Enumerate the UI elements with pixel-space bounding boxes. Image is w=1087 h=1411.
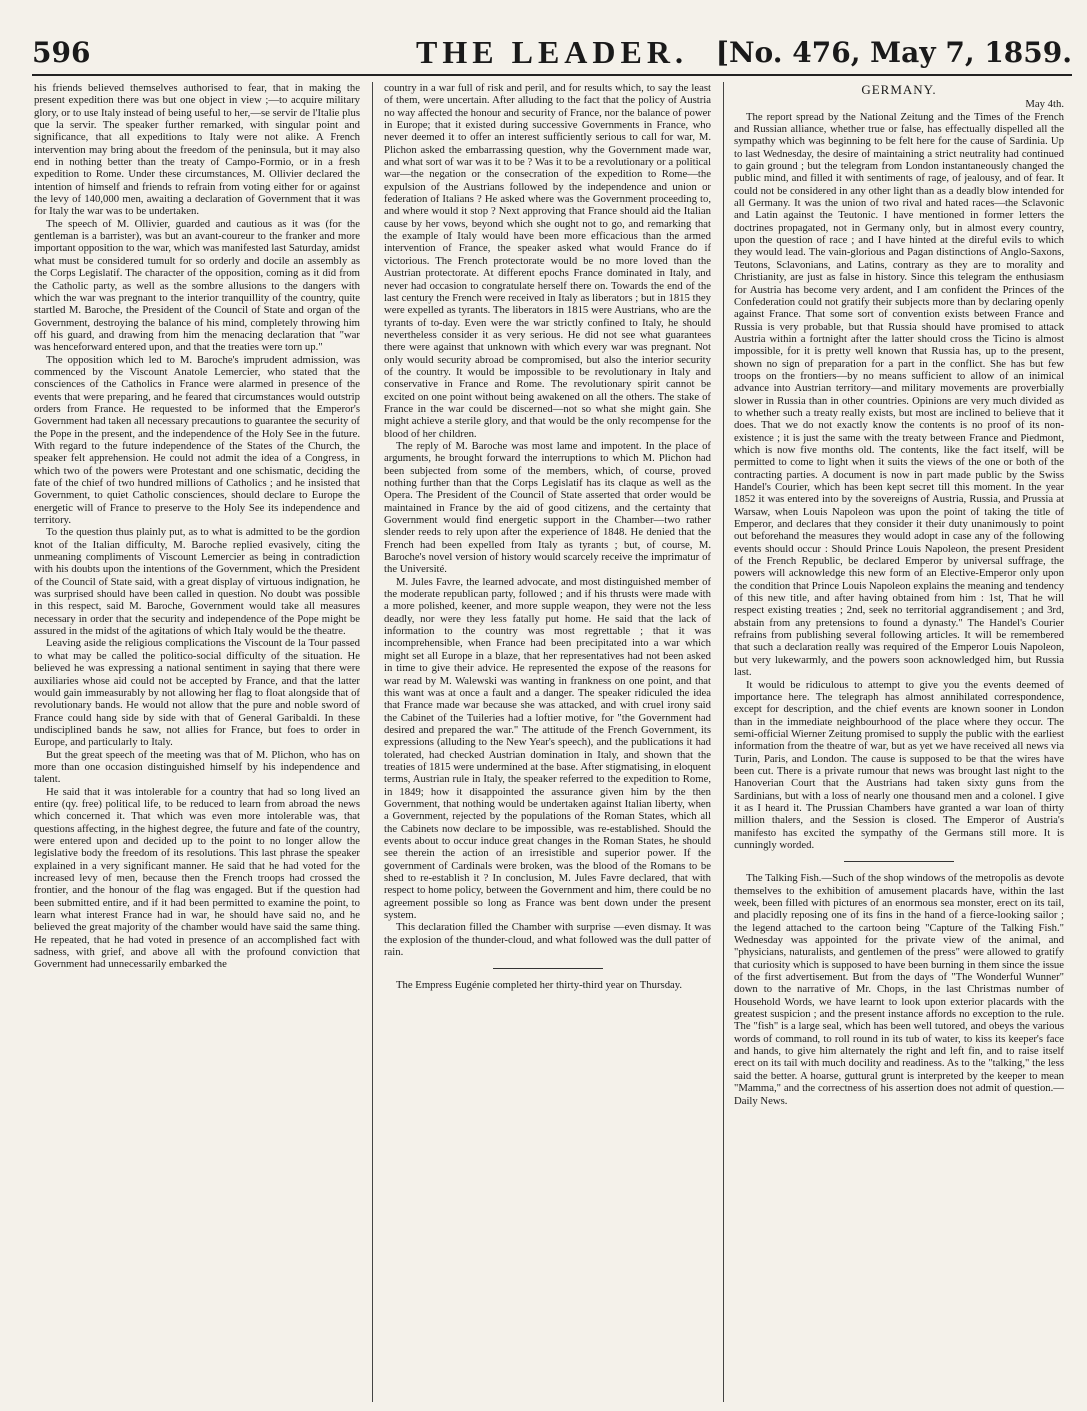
column-divider	[723, 82, 724, 1402]
column-3	[734, 82, 1064, 1402]
column-2	[384, 82, 711, 1402]
section-separator	[844, 861, 954, 862]
section-heading-germany: GERMANY.	[861, 82, 937, 97]
publication-title: THE LEADER.	[416, 34, 688, 70]
paragraph: But the great speech of the meeting was that of M. Plichon, who has on more than one occasion distinguished himself by his independence and talent.	[34, 748, 360, 786]
paragraph: He said that it was intolerable for a country that had so long lived an entire (qy. free) political life, to be reduced to learn from abroad the news which concerned it. That which was even more intolerable was, that questions affecting, in the highest degree, the future and fate of the country, were entered upon and decided up to the point to no longer allow the legislative body the freedom of its resolutions. This last phrase the speaker explained in a very significant manner. He said that he had voted for the increased levy of men, because then the French troops had crossed the frontier, and the honour of the flag was engaged. But if the question had been submitted entire, and if it had been permitted to examine the point, to learn what interest France had in war, he should have said no, and he believed the great majority of the chamber would have said the same thing. He repeated, that he had voted in presence of an accomplished fact with sadness, with grief, and above all with the profound conviction that Government had unnecessarily embarked the	[34, 785, 360, 971]
issue-date: [No. 476, May 7, 1859.	[715, 36, 1072, 69]
paragraph: This declaration filled the Chamber with surprise —even dismay. It was the explosion of the thunder-cloud, and what followed was the dull patter of rain.	[384, 921, 711, 959]
column-1	[34, 82, 360, 1402]
paragraph: The reply of M. Baroche was most lame and impotent. In the place of arguments, he brought forward the interruptions to which M. Plichon had been subjected from some of the members, which, of course, proved nothing further than that the Corps Legislatif has its claque as well as the Opera. The President of the Council of State asserted that order would be maintained in France by the aid of good citizens, and the certainty that Government would find energetic support in the Chamber—two rather slender reeds to rely upon after the experience of 1848. He denied that the French had been expelled from Italy as tyrants ; but, of course, M. Baroche's novel version of history would scarcely receive the imprimatur of the Université.	[384, 439, 711, 576]
column-divider	[372, 82, 373, 1402]
masthead-rule	[32, 74, 1072, 76]
paragraph: country in a war full of risk and peril, and for results which, to say the least of them, were uncertain. After alluding to the fact that the policy of Austria no way affected the honour and security of France, nor the balance of power in Europe; that it existed during successive Governments in France, who never deemed it to offer an interest sufficiently serious to call for war, M. Plichon asked the embarrassing question, why the Government made war, and what sort of war was it to be ? Was it to be a revolutionary or a political war—the negation or the consecration of the expedition to Rome—the expulsion of the Austrians followed by the independence and union or federation of Italians ? He asked where was the Government proceeding to, and where would it stop ? Next approving that France should aid the Italian cause by her vows, beyond which she ought not to go, and remarking that the example of Italy would have been more efficacious than the armed intervention of France, the speaker asked what would France do if victorious. The French protectorate would be no more loved than the Austrian protectorate. At different epochs France dominated in Italy, and never had occasion to congratulate herself there on. Towards the end of the last century the French were received in Italy as liberators ; but in 1815 they were expelled as tyrants. The liberators in 1815 were Austrians, who are the tyrants of to-day. Even were the war strictly confined to Italy, he should nevertheless consider it as very serious. He did not see what guarantees there were against that unknown with which every war was pregnant. Not only would security abroad be compromised, but also the interior security of the country. It would be impossible to be revolutionary in Italy and conservative in France and Rome. The revolutionary spirit cannot be excited on one point without being awakened on all the others. The stake of France in the war could be discerned—not so what she might gain. She might achieve a sterile glory, and that would be the only recompense for the blood of her children.	[384, 82, 711, 440]
paragraph: The speech of M. Ollivier, guarded and cautious as it was (for the gentleman is a barrister), was but an avant-coureur to the franker and more important opposition to the war, which was manifested last Saturday, amidst what must be considered tumult for so orderly and docile an assembly as the Corps Legislatif. The character of the opposition, coming as it did from the Catholic party, as well as the sombre allusions to the dangers with which the war was pregnant to the interior tranquillity of the country, quite startled M. Baroche, the President of the Council of State and organ of the Government, destroying the balance of his mind, completely throwing him off his guard, and drawing from him the menacing declaration that "war was henceforward entered upon, and that the treaties were torn up."	[34, 217, 360, 354]
paragraph: The report spread by the National Zeitung and the Times of the French and Russian alliance, whether true or false, has effectually dispelled all the sympathy which was beginning to be felt here for the cause of Sardinia. Up to last Wednesday, the desire of maintaining a strict neutrality had continued to gain ground ; but the telegram from London instantaneously changed the public mind, and filled it with sentiments of rage, of jealousy, and of fear. It could not be considered in any other light than as a deadly blow intended for all Germany. It was the union of two rival and hated races—the Sclavonic and Latin against the Teutonic. I have mentioned in former letters the doctrines propagated, not in Germany only, but in almost every country, upon the question of race ; and I have hinted at the direful evils to which they would lead. The vain-glorious and Pagan distinctions of Anglo-Saxons, Teutons, Sclavonians, and Latins, contrary as they are to morality and Christianity, are just as false in history. Since this telegram the enthusiasm for Austria has become very ardent, and I am confident the Princes of the Confederation could not gratify their subjects more than by declaring openly against France. That some sort of convention exists between France and Russia is very probable, but that Russia should have promised to attack Austria within a fortnight after the latter should cross the Ticino is almost impossible, for it is pretty well known that Russia has, up to the present, shown no sign of preparation for a part in the conflict. She has but few troops on the frontiers—by no means sufficient to allow of an inimical advance into Austrian territory—and military movements are proverbially slower in Russia than in other countries. Opinions are very much divided as to whether such a treaty really exists, but most are inclined to believe that it does. That we do not exactly know the contents is no proof of its non-existence ; it is just the same with the treaty between France and Piedmont, which is now five months old. The contents, like the fact itself, will be permitted to come to light when it suits the views of the one or both of the contracting parties. A document is now in part made public by the Swiss Handel's Courier, which has been kept secret till this moment. In the year 1852 it was entered into by the sovereigns of Austria, Russia, and Prussia at Warsaw, when Louis Napoleon was upon the point of taking the title of Emperor, and declares that they consider it their duty unanimously to point out beforehand the measures they would adopt in case any of the following events should occur : Should Prince Louis Napoleon, the present President of the French Republic, be declared Emperor by universal suffrage, the powers will acknowledge this new form of an Elective-Emperor only upon the condition that Prince Louis Napoleon explains the meaning and tendency of this new title, and after having obtained from him : 1st, That he will respect existing treaties ; 2nd, seek no territorial aggrandisement ; and 3rd, abstain from any pretensions to found a dynasty." The Handel's Courier refrains from publishing several following articles. It will be remembered that such a declaration really was required of the Emperor Louis Napoleon, but very lukewarmly, and the powers soon acknowledged him, but Russia last.	[734, 110, 1064, 679]
paragraph: The opposition which led to M. Baroche's imprudent admission, was commenced by the Viscount Anatole Lemercier, who stated that the consciences of the Catholics in France were alarmed in presence of the events that were preparing, and he feared that circumstances would outstrip orders from France. He requested to be informed that the Emperor's Government had taken all necessary precautions to guarantee the security of the Pope in the present, and the independence of the Holy See in the future. With regard to the future independence of the States of the Church, the speaker felt apprehension. He could not admit the idea of a Congress, in which two of the powers were Protestant and one schismatic, deciding the fate of the chief of two hundred millions of Catholics ; and he insisted that Government, to quiet Catholic consciences, should declare to Europe the energetic will of France to preserve to the Holy See its independence and territory.	[34, 353, 360, 527]
paragraph: M. Jules Favre, the learned advocate, and most distinguished member of the moderate republican party, followed ; and if his thrusts were made with a more polished, keener, and more supple weapon, they were not the less deadly, nor were they less fatally put home. He said that the lack of information to the country was most regrettable ; that it was incomprehensible, when France had been precipitated into a war which might set all Europe in a blaze, that her representatives had not been asked in time to give their advice. He represented the expose of the reasons for war read by M. Walewski was wanting in frankness on one point, and that this want was at once a fault and a danger. The speaker ridiculed the idea that France made war because she was attacked, and with cruel irony said the Cabinet of the Tuileries had a loftier motive, for "the Government had desired and prepared the war." The attitude of the French Government, its expressions (alluding to the New Year's speech), and the publications it had tolerated, had checked Austrian domination in Italy, and shown that the treaties of 1815 were undermined at the base. After stigmatising, in eloquent terms, Austrian rule in Italy, the speaker referred to the expedition to Rome, in 1849; how it disappointed the assurance given him by the then Government, that nothing would be undertaken against Italian liberty, when a Government, rejected by the populations of the Roman States, which all the Cabinets now declare to be impossible, was re-established. Should the events about to occur induce great changes in the Roman States, he should see therein the action of an irresistible and superior power. If the government of Cardinals were broken, was the blood of the Romans to be shed to re-establish it ? In conclusion, M. Jules Favre declared, that with respect to home policy, between the Government and him, there could be no agreement possible so long as France was bent down under the present system.	[384, 575, 711, 922]
paragraph: To the question thus plainly put, as to what is admitted to be the gordion knot of the Italian difficulty, M. Baroche replied evasively, citing the unmeaning compliments of Viscount Lemercier as being in contradiction with his doubts upon the intentions of the Government, which the President of the Council of State said, with a great display of virtuous indignation, he was surprised should have been called in question. No doubt was possible in this respect, said M. Baroche, Government would take all measures necessary in order that the security and independence of the Pope might be assured in the midst of the agitations of which Italy would be the theatre.	[34, 526, 360, 638]
masthead	[32, 10, 1072, 78]
paragraph: It would be ridiculous to attempt to give you the events deemed of importance here. The telegraph has almost annihilated correspondence, except for description, and the chief events are known sooner in London than in the immediate neighbourhood of the place where they occur. The semi-official Wierner Zeitung promised to supply the public with the earliest information from the theatre of war, but as yet we have received all news via Turin, Paris, and London. The cause is supposed to be that the wires have been cut. There is a private rumour that news was brought last night to the Hanoverian Court that the Austrians had taken sixty guns from the Sardinians, but with a loss of nearly one thousand men and a colonel. I give it as I heard it. The Prussian Chambers have granted a war loan of thirty million thalers, and the Session is closed. The Emperor of Austria's manifesto has excited the sympathy of the Germans still more. It is cunningly worded.	[734, 678, 1064, 851]
closing-note: The Empress Eugénie completed her thirty-third year on Thursday.	[396, 979, 683, 992]
paragraph: Leaving aside the religious complications the Viscount de la Tour passed to what may be called the politico-social difficulty of the situation. He believed he was expressing a national sentiment in saying that there were auxiliaries whose aid could not be accepted by France, and that the latter would gain immeasurably by not allowing her flag to float alongside that of revolutionary bands. He would not allow that the pure and noble sword of France could hang side by side with that of General Garibaldi. In these undisciplined bands he saw, not allies for France, but foes to order in Europe, and particularly to Italy.	[34, 637, 360, 749]
paragraph: his friends believed themselves authorised to fear, that in making the present expedition there was but one object in view ;—to acquire military glory, or to use Italy instead of being useful to her,—se servir de l'Italie plus que la servir. The speaker further remarked, with singular point and significance, that all expeditions to Italy were not alike. A French intervention may bring about the freedom of the peninsula, but it may also end in nothing better than the treaty of Campo-Formio, or in a fresh expedition to Rome. Under these circumstances, M. Ollivier declared the intention of himself and friends to refrain from voting either for or against the levy of 140,000 men, awaiting a declaration of Government that it was for Italy the war was to be undertaken.	[34, 82, 360, 218]
talking-fish-article: The Talking Fish.—Such of the shop windows of the metropolis as devote themselves to the exhibition of amusement placards have, within the last week, been filled with pictures of an enormous sea monster, erect on its tail, and placidly reposing one of its fins in the hand of a fierce-looking sailor ; the legend attached to the cartoon being "Capture of the Talking Fish." Wednesday was appointed for the private view of the animal, and "physicians, naturalists, and gentlemen of the press" were allowed to gratify that curiosity which is supposed to have been burning in them since the issue of the first advertisement. But from the days of "The Wonderful Wunner" down to the narrative of Mr. Chops, in the last Christmas number of Household Words, we have learnt to look upon exterior placards with the greatest suspicion ; and the present instance affords no exception to the rule. The "fish" is a large seal, which has been well tutored, and obeys the various words of command, to roll round in its tub of water, to kiss its keeper's face and hands, to give him alternately the right and left fin, and to raise itself erect on its tail with much docility and readiness. As to the "talking," the less said the better. A hoarse, guttural grunt is interpreted by the keeper to mean "Mamma," and the correctness of his assertion does not admit of question.—Daily News.	[734, 872, 1064, 1107]
page-number: 596	[32, 36, 91, 69]
dateline: May 4th.	[1025, 98, 1064, 111]
section-separator	[493, 968, 603, 969]
